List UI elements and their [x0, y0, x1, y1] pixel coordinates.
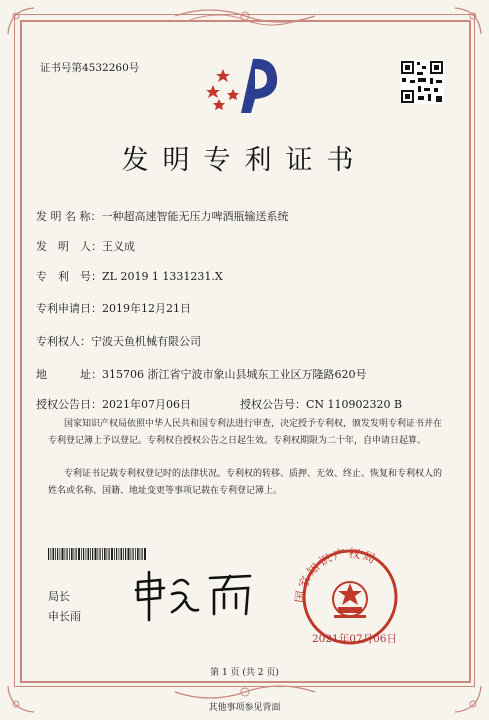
seal-text: 国家知识产权局 — [292, 546, 380, 604]
barcode-icon — [48, 548, 148, 560]
inventor-label: 发 明 人： — [36, 240, 102, 253]
grant-date-label: 授权公告日： — [36, 398, 102, 411]
legal-status-paragraph-text: 专利证书记载专利权登记时的法律状况。专利权的转移、质押、无效、终止、恢复和专利权人的姓名或名称、国籍、地址变更等事项记载在专利登记簿上。 — [48, 469, 443, 496]
legal-status-paragraph — [48, 466, 448, 500]
patentee-value: 宁波天鱼机械有限公司 — [91, 335, 201, 348]
address-value: 315706 浙江省宁波市象山县城东工业区万隆路620号 — [102, 368, 367, 381]
director-signature-icon — [130, 568, 260, 623]
certificate-number: 证书号第4532260号 — [40, 62, 140, 74]
official-seal-icon — [290, 545, 410, 645]
filing-date-row — [36, 300, 191, 316]
seal-date: 2021年07月06日 — [312, 633, 397, 645]
footer-note: 其他事项参见背面 — [208, 703, 281, 713]
address-label: 地 址： — [36, 368, 102, 381]
patentee-row — [36, 333, 201, 349]
cnipa-logo-icon — [205, 55, 285, 115]
corner-ornament-tr — [451, 4, 485, 38]
grant-date-row — [36, 396, 191, 412]
corner-ornament-tl — [4, 4, 38, 38]
inventor-row — [36, 238, 135, 254]
grant-paragraph-text: 国家知识产权局依照中华人民共和国专利法进行审查，决定授予专利权，颁发发明专利证书并在专利登记簿上予以登记。专利权自授权公告之日起生效。专利权期限为二十年，自申请日起算。 — [48, 419, 443, 446]
filing-date-value: 2019年12月21日 — [102, 302, 191, 315]
director-title: 局长 — [48, 590, 70, 603]
grant-number-value: CN 110902320 B — [306, 398, 403, 411]
patent-number-row — [36, 268, 223, 284]
director-block — [48, 587, 81, 627]
patentee-label: 专利权人： — [36, 335, 91, 348]
patent-number-label: 专 利 号： — [36, 270, 102, 283]
director-name: 申长雨 — [48, 610, 81, 623]
grant-date-value: 2021年07月06日 — [102, 398, 191, 411]
invention-name-value: 一种超高速智能无压力啤酒瓶输送系统 — [101, 210, 289, 223]
inventor-value: 王义成 — [102, 240, 135, 253]
invention-name-row — [36, 208, 289, 224]
filing-date-label: 专利申请日： — [36, 302, 102, 315]
qr-code-icon — [400, 60, 444, 104]
invention-name-label: 发 明 名 称： — [36, 210, 102, 223]
document-title: 发明专利证书 — [121, 145, 368, 176]
address-row — [36, 366, 366, 382]
grant-paragraph — [48, 416, 448, 450]
top-ornament — [170, 4, 320, 26]
grant-number-row — [240, 396, 402, 412]
page-indicator: 第 1 页 (共 2 页) — [210, 668, 279, 678]
grant-number-label: 授权公告号： — [240, 398, 306, 411]
patent-number-value: ZL 2019 1 1331231.X — [102, 270, 223, 283]
